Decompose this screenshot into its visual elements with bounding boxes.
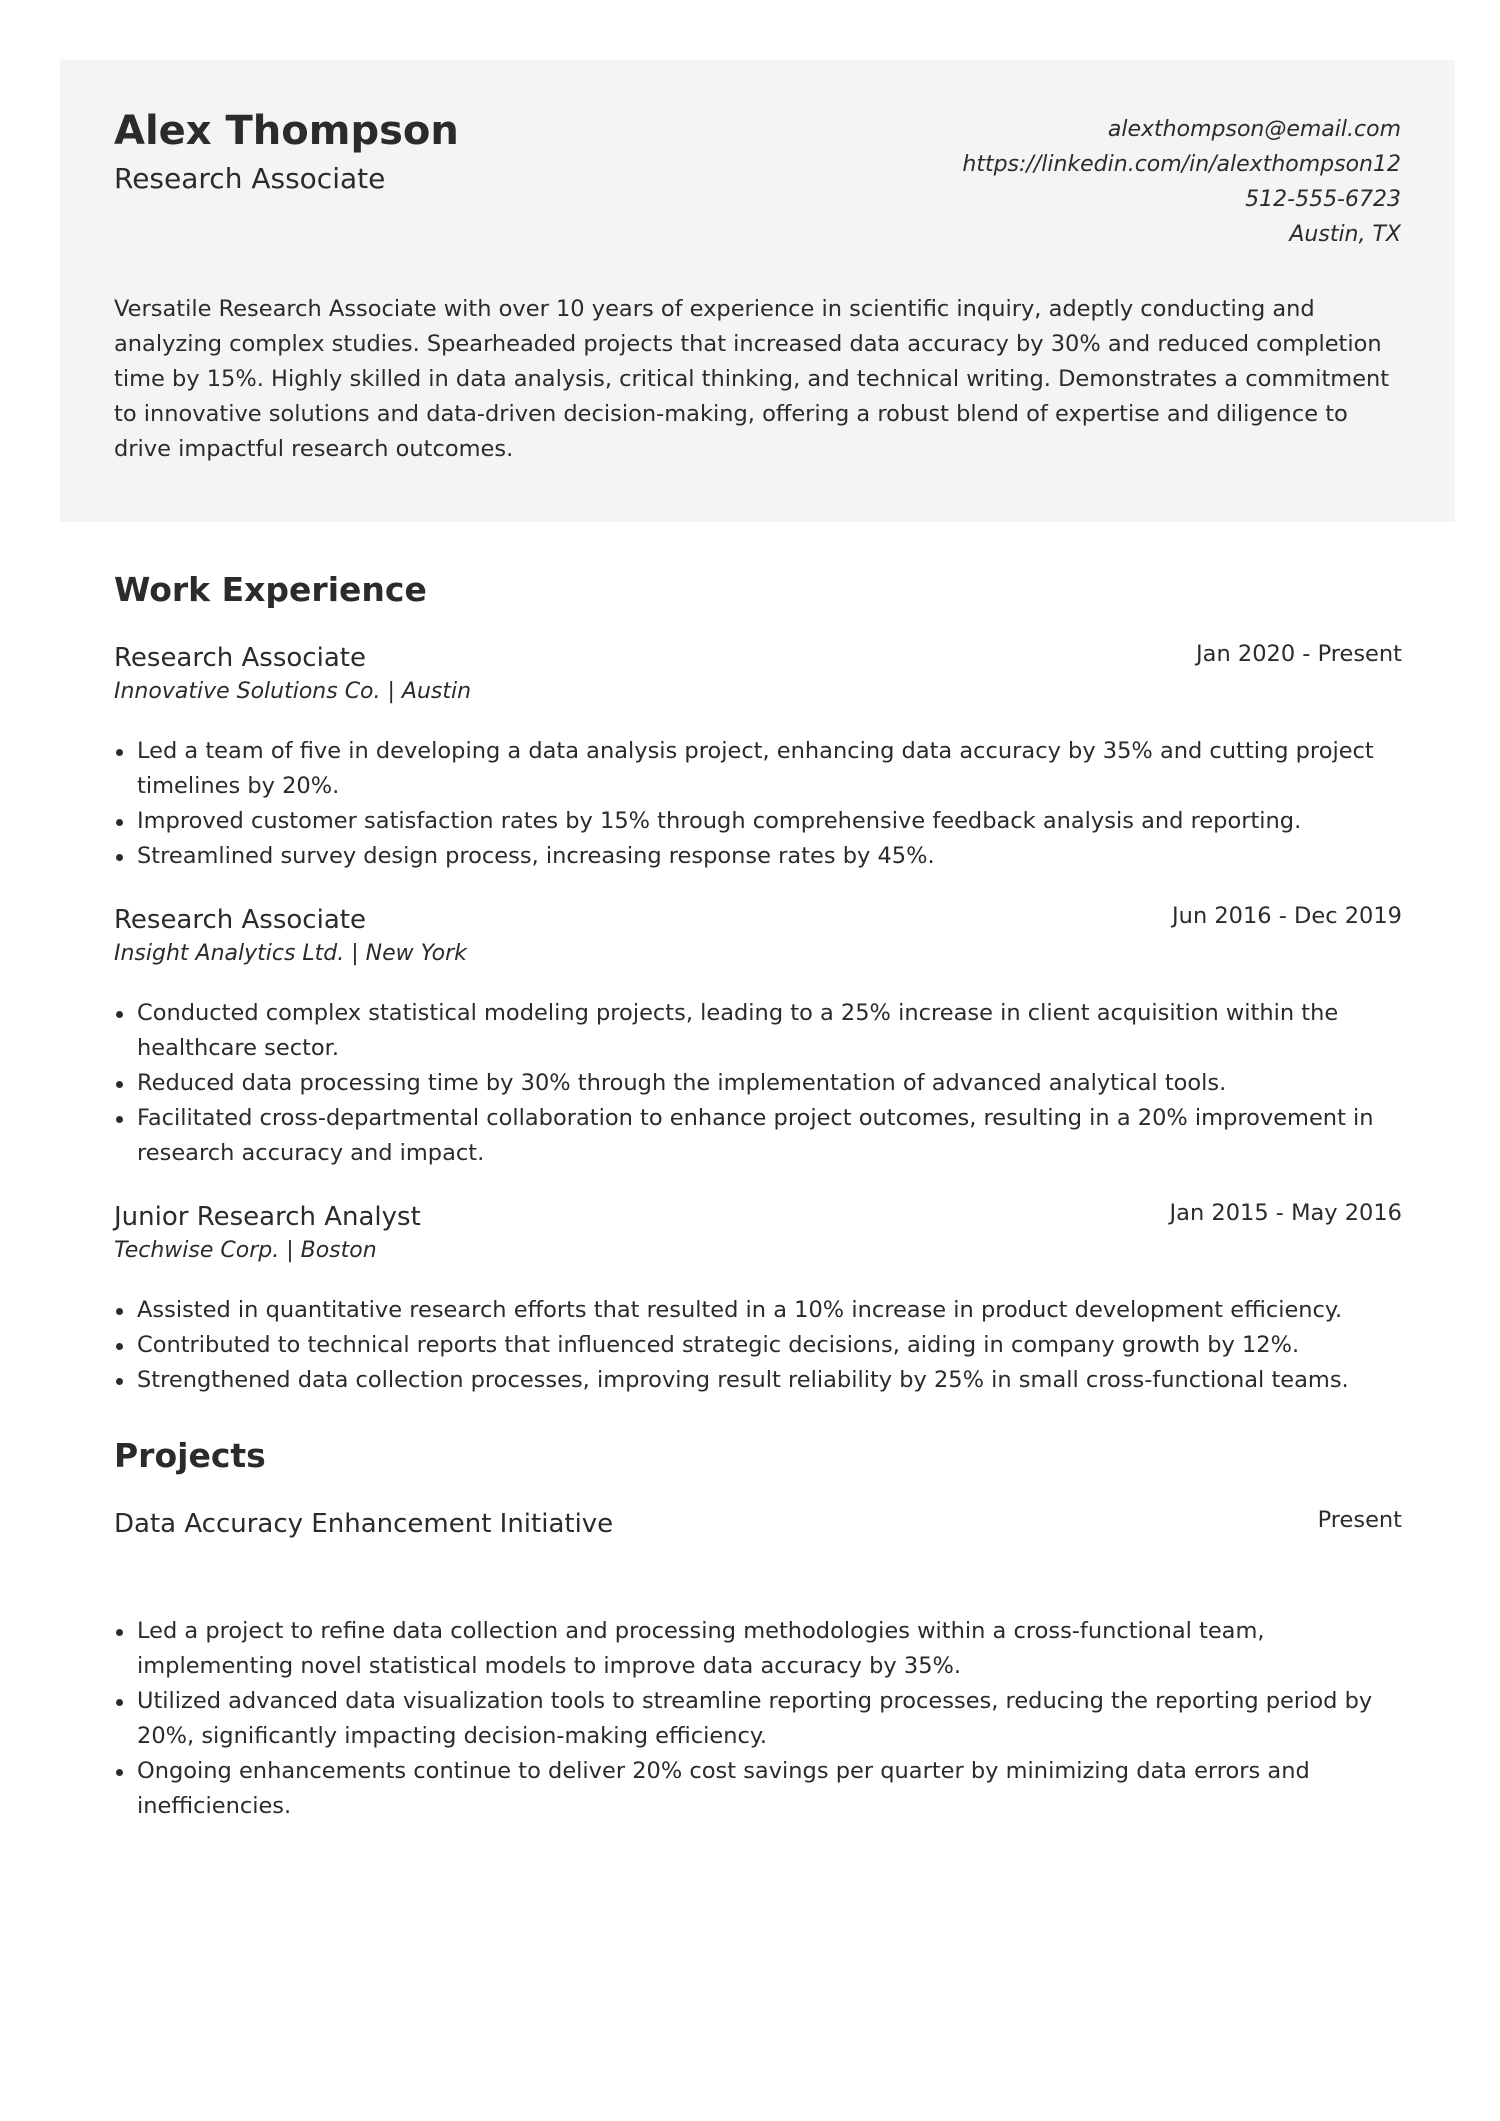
work-experience-section — [114, 560, 1402, 1398]
entry-dates: Jan 2015 - May 2016 — [1169, 1200, 1402, 1226]
candidate-title: Research Associate — [114, 162, 386, 195]
entry-header — [114, 640, 1402, 676]
bullet-item: Assisted in quantitative research efforts that resulted in a 10% increase in product development efficiency. — [137, 1293, 1402, 1328]
bullet-list — [114, 1614, 1402, 1824]
entry-header — [114, 1199, 1402, 1235]
entry-dates: Jun 2016 - Dec 2019 — [1172, 903, 1402, 929]
job-list — [114, 640, 1402, 1398]
candidate-name: Alex Thompson — [114, 108, 459, 154]
contact-location: Austin, TX — [1289, 222, 1401, 247]
company-location: Insight Analytics Ltd. | New York — [114, 941, 467, 966]
entry-header — [114, 1506, 1402, 1542]
entry-header — [114, 902, 1402, 938]
entry-dates: Present — [1317, 1507, 1402, 1533]
bullet-item: Contributed to technical reports that influenced strategic decisions, aiding in company growth by 12%. — [137, 1328, 1402, 1363]
resume-body — [114, 560, 1402, 1852]
bullet-item: Utilized advanced data visualization tools to streamline reporting processes, reducing the reporting period by 20%, significantly impacting decision-making efficiency. — [137, 1684, 1402, 1754]
bullet-item: Led a project to refine data collection and processing methodologies within a cross-functional team, implementing novel statistical models to improve data accuracy by 35%. — [137, 1614, 1402, 1684]
job-entry — [114, 902, 1402, 1171]
section-heading: Projects — [114, 1436, 266, 1475]
contact-email[interactable]: alexthompson@email.com — [1107, 117, 1401, 142]
resume-header — [60, 60, 1455, 522]
section-heading: Work Experience — [114, 570, 427, 609]
projects-section — [114, 1426, 1402, 1824]
company-location: Innovative Solutions Co. | Austin — [114, 679, 472, 704]
project-entry — [114, 1506, 1402, 1824]
entry-dates: Jan 2020 - Present — [1196, 641, 1402, 667]
contact-linkedin[interactable]: https://linkedin.com/in/alexthompson12 — [962, 152, 1401, 177]
project-list — [114, 1506, 1402, 1824]
project-title: Data Accuracy Enhancement Initiative — [114, 1509, 614, 1539]
bullet-item: Strengthened data collection processes, improving result reliability by 25% in small cross-functional teams. — [137, 1363, 1402, 1398]
job-title: Junior Research Analyst — [114, 1202, 421, 1232]
bullet-item: Streamlined survey design process, increasing response rates by 45%. — [137, 839, 1402, 874]
bullet-list — [114, 1293, 1402, 1398]
company-location: Techwise Corp. | Boston — [114, 1238, 377, 1263]
job-title: Research Associate — [114, 905, 366, 935]
contact-info — [962, 112, 1401, 252]
professional-summary: Versatile Research Associate with over 10 years of experience in scientific inquiry, adeptly conducting and analyzing complex studies. Spearheaded projects that increased data accuracy by 30% and reduced completion time by 15%. Highly skilled in data analysis, critical thinking, and technical writing. Demonstrates a commitment to innovative solutions and data-driven decision-making, offering a robust blend of expertise and diligence to drive impactful research outcomes. — [114, 296, 1390, 462]
bullet-list — [114, 734, 1402, 874]
job-entry — [114, 640, 1402, 874]
job-title: Research Associate — [114, 643, 366, 673]
bullet-item: Ongoing enhancements continue to deliver 20% cost savings per quarter by minimizing data errors and inefficiencies. — [137, 1754, 1402, 1824]
bullet-item: Facilitated cross-departmental collaboration to enhance project outcomes, resulting in a 20% improvement in research accuracy and impact. — [137, 1101, 1402, 1171]
bullet-item: Improved customer satisfaction rates by 15% through comprehensive feedback analysis and reporting. — [137, 804, 1402, 839]
bullet-item: Led a team of five in developing a data analysis project, enhancing data accuracy by 35% and cutting project timelines by 20%. — [137, 734, 1402, 804]
bullet-item: Reduced data processing time by 30% through the implementation of advanced analytical tools. — [137, 1066, 1402, 1101]
job-entry — [114, 1199, 1402, 1398]
bullet-item: Conducted complex statistical modeling projects, leading to a 25% increase in client acquisition within the healthcare sector. — [137, 996, 1402, 1066]
contact-phone: 512-555-6723 — [1245, 187, 1401, 212]
bullet-list — [114, 996, 1402, 1171]
